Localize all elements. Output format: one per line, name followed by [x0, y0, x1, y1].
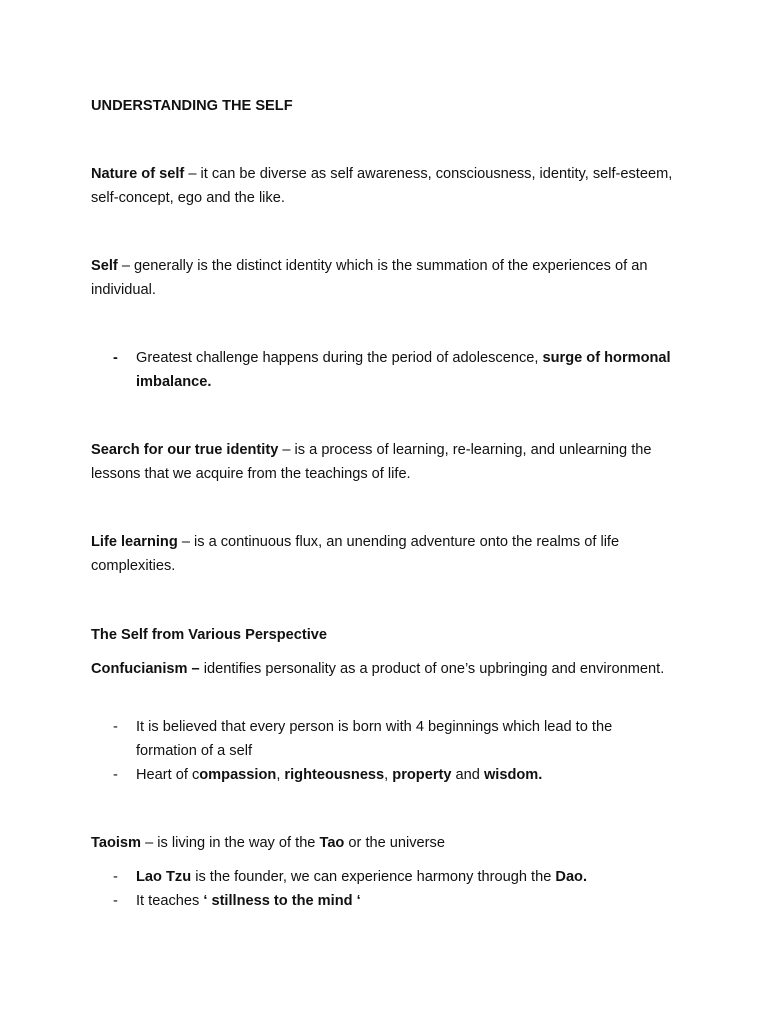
dao-term: Dao.: [555, 869, 588, 885]
paragraph-taoism: [91, 831, 681, 855]
paragraph-nature-of-self: [91, 162, 681, 210]
founder-name: Lao Tzu: [136, 869, 192, 885]
bullet-text: It is believed that every person is born with 4 beginnings which lead to the formation of a self: [136, 719, 613, 759]
adolescence-text: Greatest challenge happens during the period of adolescence,: [136, 350, 543, 366]
compassion-term: ompassion: [199, 767, 277, 783]
term-self: Self: [91, 258, 118, 274]
bullet-marker: -: [113, 893, 118, 909]
bullet-marker: -: [113, 869, 118, 885]
term-taoism: Taoism: [91, 835, 142, 851]
nature-of-self-definition: – it can be diverse as self awareness, consciousness, identity, self-esteem, self-concept, ego and the like.: [91, 166, 673, 206]
separator: ,: [276, 767, 285, 783]
heart-prefix: Heart of c: [136, 767, 200, 783]
bullet-text: [136, 346, 671, 394]
bullet-marker: -: [113, 767, 118, 783]
founder-text: is the founder, we can experience harmony through the: [191, 869, 556, 885]
tao-term: Tao: [319, 835, 345, 851]
adolescence-emphasis: surge of hormonal imbalance.: [136, 350, 671, 390]
paragraph-confucianism: [91, 657, 681, 681]
righteousness-term: righteousness: [284, 767, 385, 783]
teaches-prefix: It teaches: [136, 893, 204, 909]
page-title: UNDERSTANDING THE SELF: [91, 98, 293, 114]
wisdom-term: wisdom.: [483, 767, 543, 783]
paragraph-search-identity: [91, 438, 681, 486]
section-heading-perspective: The Self from Various Perspective: [91, 627, 328, 643]
bullet-text: [136, 865, 671, 889]
bullet-marker: -: [113, 350, 118, 366]
search-identity-definition: – is a process of learning, re-learning, and unlearning the lessons that we acquire from the teachings of life.: [91, 442, 652, 482]
bullet-text: [136, 889, 671, 913]
taoism-definition-start: – is living in the way of the: [141, 835, 320, 851]
stillness-quote: ‘ stillness to the mind ‘: [203, 893, 361, 909]
term-nature-of-self: Nature of self: [91, 166, 185, 182]
self-definition: – generally is the distinct identity which is the summation of the experiences of an individual.: [91, 258, 648, 298]
separator: ,: [384, 767, 393, 783]
taoism-definition-end: or the universe: [344, 835, 445, 851]
conjunction: and: [451, 767, 484, 783]
term-life-learning: Life learning: [91, 534, 178, 550]
bullet-text: [136, 763, 671, 787]
bullet-marker: -: [113, 719, 118, 735]
property-term: property: [392, 767, 452, 783]
confucianism-definition: identifies personality as a product of one’s upbringing and environment.: [199, 661, 665, 677]
term-search-identity: Search for our true identity: [91, 442, 279, 458]
paragraph-life-learning: [91, 530, 681, 578]
life-learning-definition: – is a continuous flux, an unending adventure onto the realms of life complexities.: [91, 534, 620, 574]
paragraph-self: [91, 254, 681, 302]
term-confucianism: Confucianism –: [91, 661, 200, 677]
